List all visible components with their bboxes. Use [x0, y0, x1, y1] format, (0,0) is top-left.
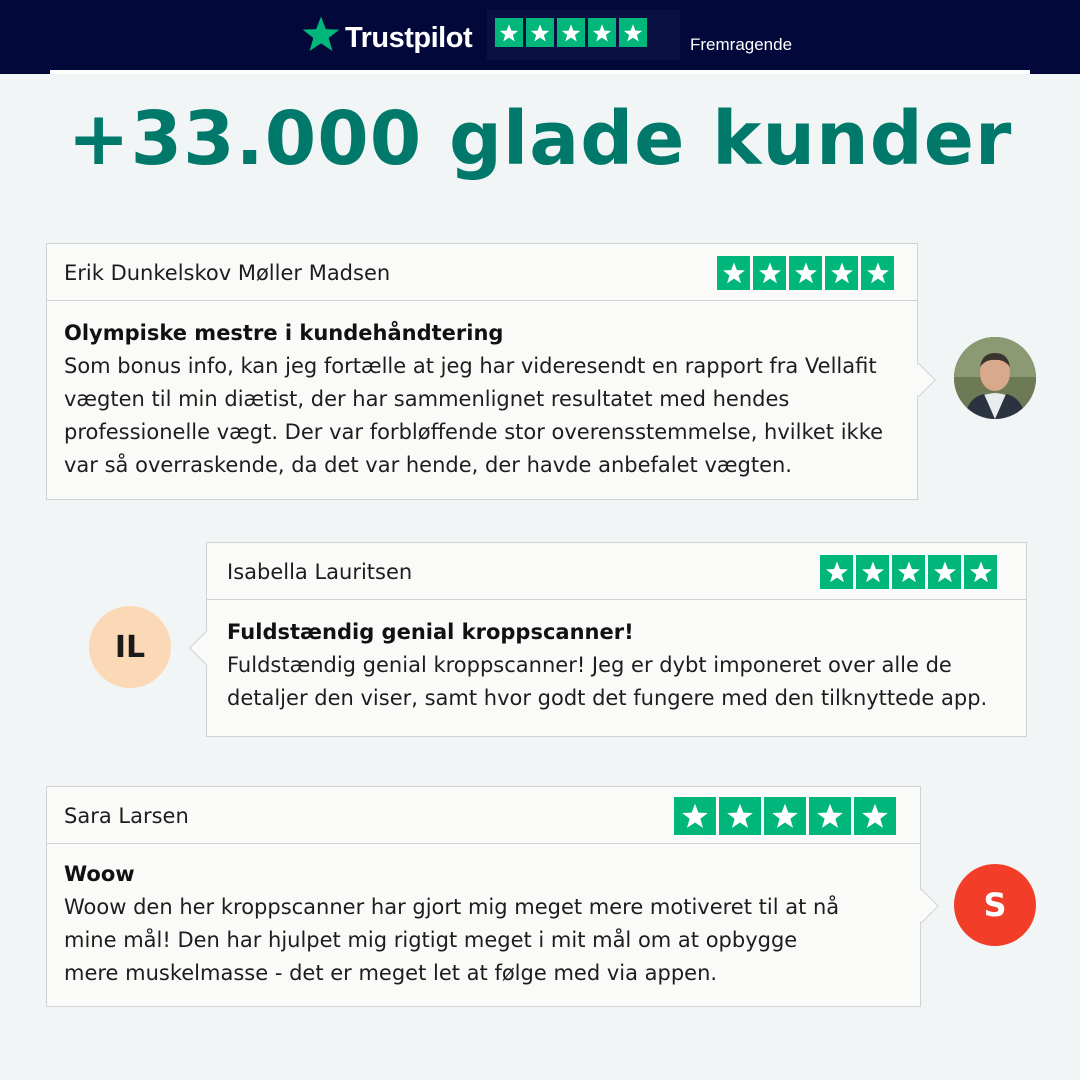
- review-stars: [674, 797, 896, 835]
- review-text: Som bonus info, kan jeg fortælle at jeg har videresendt en rapport fra Vellafit vægten til min diætist, der har sammenlignet resultatet med hendes professionelle vægt. Der var forbløffende stor overensstemmelse, hvilket ikke var så overraskende, da det var hende, der havde anbefalet vægten.: [64, 354, 884, 477]
- star-icon: [825, 256, 858, 290]
- review-header: [47, 244, 917, 301]
- star-icon: [789, 256, 822, 290]
- review-body: [47, 844, 920, 990]
- review-title: Woow: [64, 862, 135, 886]
- review-text: Fuldstændig genial kroppscanner! Jeg er dybt imponeret over alle de detaljer den viser, samt hvor godt det fungere med den tilknyttede app.: [227, 653, 988, 710]
- trustpilot-stars: [495, 18, 647, 47]
- reviewer-name: Erik Dunkelskov Møller Madsen: [64, 261, 391, 285]
- trustpilot-star-icon: [300, 14, 342, 54]
- star-icon: [753, 256, 786, 290]
- review-title: Olympiske mestre i kundehåndtering: [64, 321, 504, 345]
- person-photo-icon: [954, 337, 1036, 419]
- star-icon: [856, 555, 889, 589]
- review-card: [46, 786, 921, 1007]
- review-card: [206, 542, 1027, 737]
- review-header: [47, 787, 920, 844]
- trustpilot-logo-text[interactable]: Trustpilot: [345, 22, 473, 54]
- review-text: Woow den her kroppscanner har gjort mig meget mere motiveret til at nå mine mål! Den har hjulpet mig rigtigt meget i mit mål om at opbygge mere muskelmasse - det er meget let at følge med via appen.: [64, 895, 840, 985]
- star-icon: [820, 555, 853, 589]
- star-icon: [588, 18, 616, 47]
- star-icon: [674, 797, 716, 835]
- star-icon: [557, 18, 585, 47]
- star-icon: [964, 555, 997, 589]
- star-icon: [854, 797, 896, 835]
- reviewer-name: Isabella Lauritsen: [227, 560, 413, 584]
- avatar: [954, 337, 1036, 419]
- review-stars: [717, 256, 894, 290]
- avatar-initials-text: IL: [114, 629, 146, 665]
- reviewer-name: Sara Larsen: [64, 804, 189, 828]
- star-icon: [717, 256, 750, 290]
- star-icon: [764, 797, 806, 835]
- review-header: [207, 543, 1026, 600]
- star-icon: [861, 256, 894, 290]
- avatar-initials: [954, 864, 1036, 946]
- review-card: [46, 243, 918, 500]
- star-icon: [495, 18, 523, 47]
- star-icon: [809, 797, 851, 835]
- star-icon: [928, 555, 961, 589]
- review-body: [47, 301, 917, 482]
- headline: +33.000 glade kunder: [67, 96, 1013, 182]
- star-icon: [619, 18, 647, 47]
- review-body: [207, 600, 1026, 715]
- star-icon: [526, 18, 554, 47]
- review-stars: [820, 555, 997, 589]
- top-bar-divider: [50, 70, 1030, 74]
- star-icon: [719, 797, 761, 835]
- avatar-initials: [89, 606, 171, 688]
- avatar-initials-text: S: [983, 886, 1007, 924]
- review-title: Fuldstændig genial kroppscanner!: [227, 620, 634, 644]
- rating-label: Fremragende: [690, 35, 793, 54]
- star-icon: [892, 555, 925, 589]
